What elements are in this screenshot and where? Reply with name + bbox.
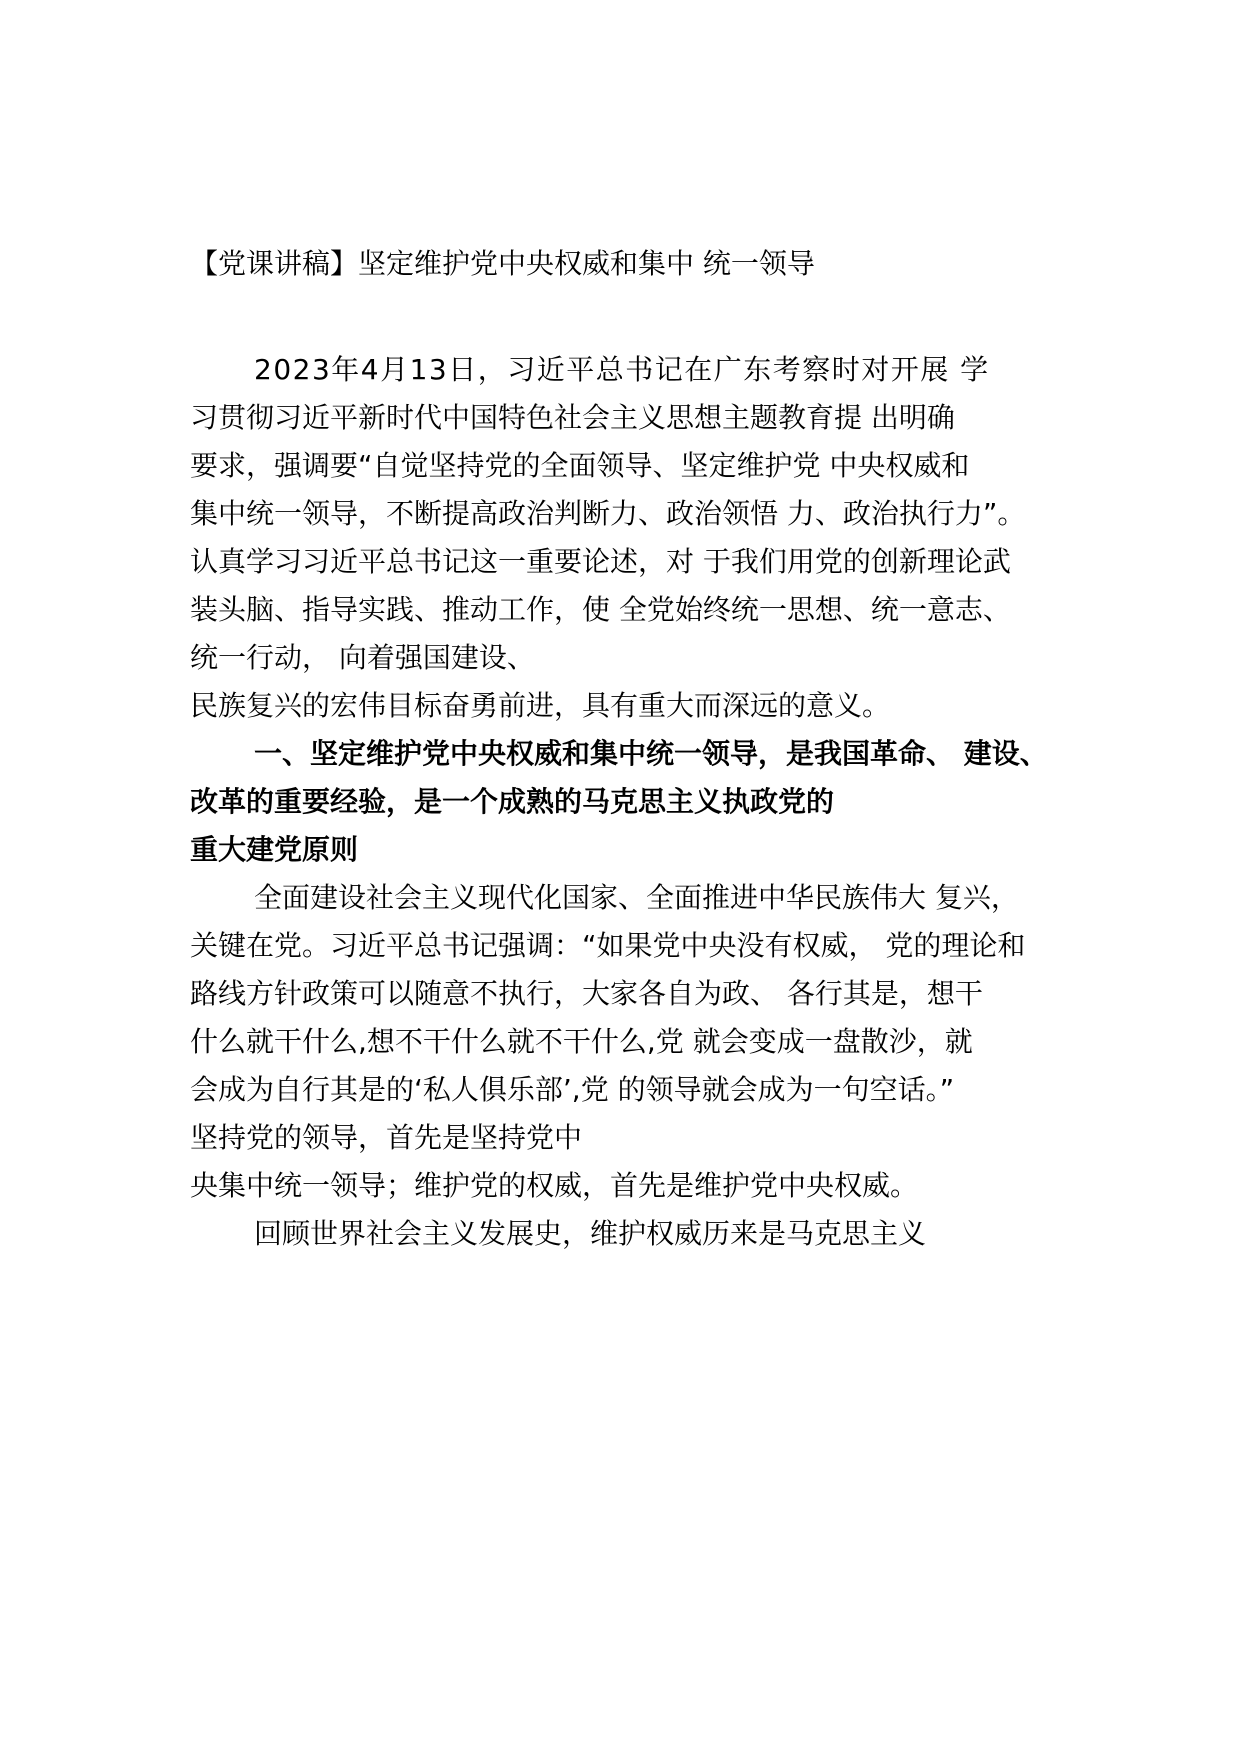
- paragraph-1-line-2: 习贯彻习近平新时代中国特色社会主义思想主题教育提 出明确: [190, 401, 955, 434]
- section-heading-line-1: 一、坚定维护党中央权威和集中统一领导，是我国革命、 建设、: [254, 737, 1048, 770]
- paragraph-2-line-6: 坚持党的领导，首先是坚持党中: [190, 1121, 583, 1154]
- paragraph-2-line-3: 路线方针政策可以随意不执行，大家各自为政、 各行其是，想干: [190, 977, 983, 1010]
- paragraph-2-line-2: 关键在党。习近平总书记强调：“如果党中央没有权威， 党的理论和: [190, 929, 1026, 962]
- paragraph-1-line-5: 认真学习习近平总书记这一重要论述，对 于我们用党的创新理论武: [190, 545, 1011, 578]
- paragraph-2-line-7: 央集中统一领导；维护党的权威，首先是维护党中央权威。: [190, 1169, 919, 1202]
- paragraph-3-line-1: 回顾世界社会主义发展史，维护权威历来是马克思主义: [254, 1217, 927, 1250]
- paragraph-1-line-6: 装头脑、指导实践、推动工作，使 全党始终统一思想、统一意志、: [190, 593, 1011, 626]
- paragraph-1-line-7: 统一行动， 向着强国建设、: [190, 641, 535, 674]
- section-heading-line-2: 改革的重要经验，是一个成熟的马克思主义执政党的: [190, 785, 835, 818]
- paragraph-2-line-1: 全面建设社会主义现代化国家、全面推进中华民族伟大 复兴，: [254, 881, 1019, 914]
- paragraph-2-line-5: 会成为自行其是的‘私人俱乐部’,党 的领导就会成为一句空话。”: [190, 1073, 955, 1106]
- document-title: 【党课讲稿】坚定维护党中央权威和集中 统一领导: [190, 247, 815, 280]
- paragraph-1-line-4: 集中统一领导，不断提高政治判断力、政治领悟 力、政治执行力”。: [190, 497, 1026, 530]
- paragraph-1-line-1: 2023年4月13日，习近平总书记在广东考察时对开展 学: [254, 353, 990, 386]
- paragraph-2-line-4: 什么就干什么,想不干什么就不干什么,党 就会变成一盘散沙，就: [190, 1025, 973, 1058]
- paragraph-1-line-3: 要求，强调要“自觉坚持党的全面领导、坚定维护党 中央权威和: [190, 449, 970, 482]
- section-heading-line-3: 重大建党原则: [190, 833, 359, 866]
- paragraph-1-line-8: 民族复兴的宏伟目标奋勇前进，具有重大而深远的意义。: [190, 689, 891, 722]
